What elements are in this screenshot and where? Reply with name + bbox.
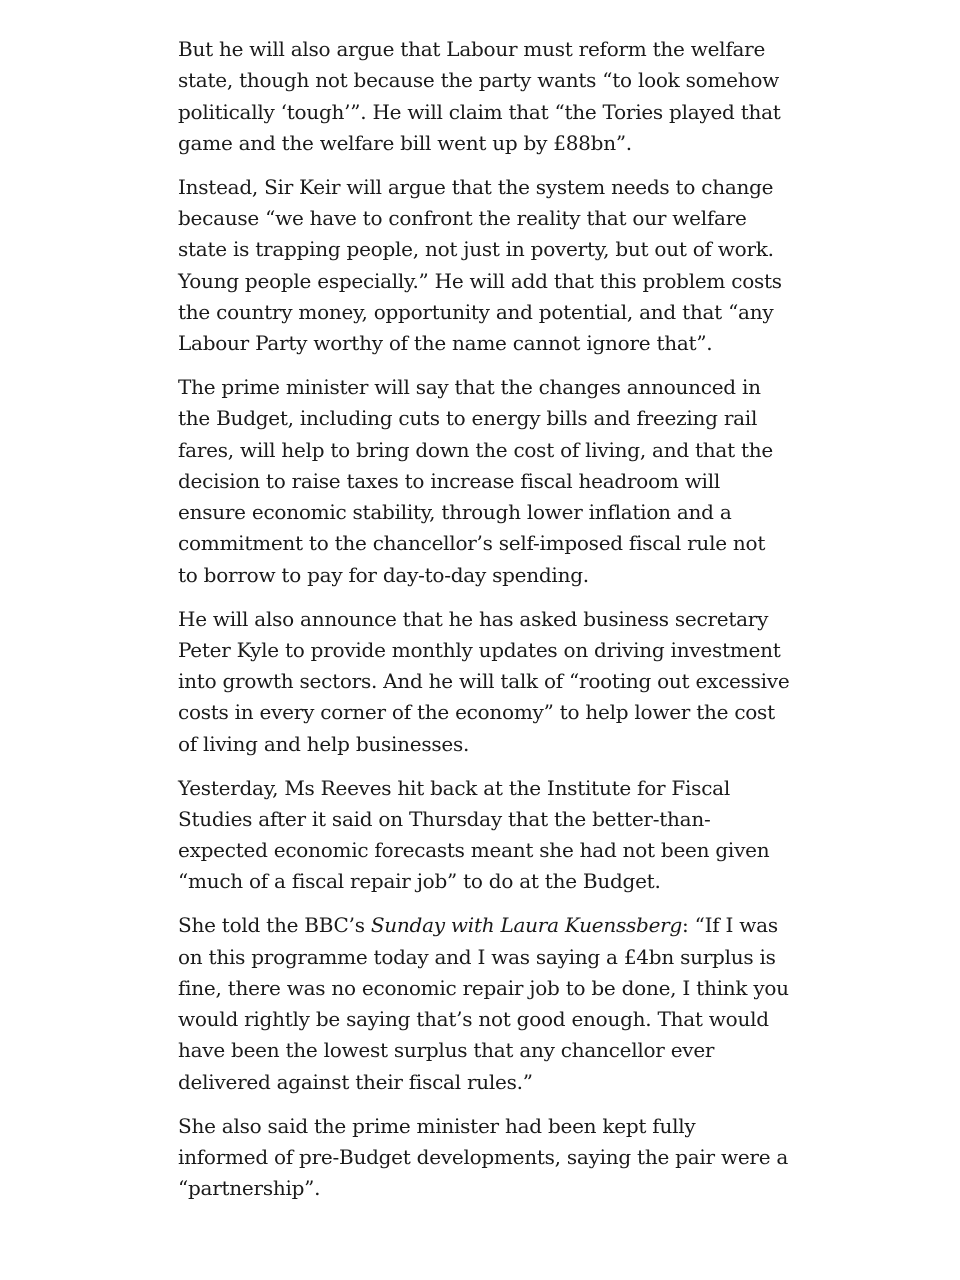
article-paragraph: He will also announce that he has asked business secretary Peter Kyle to provide monthly updates on driving investment into growth sectors. And he will talk of “rooting out excessive costs in every corner of the economy” to help lower the cost of living and help businesses.: [178, 606, 790, 756]
article-paragraph: Instead, Sir Keir will argue that the system needs to change because “we have to confront the reality that our welfare state is trapping people, not just in poverty, but out of work. Young people especially.” He will add that this problem costs the country money, opportunity and potential, and that “any Labour Party worthy of the name cannot ignore that”.: [178, 174, 782, 356]
article-body: [178, 34, 790, 1217]
article-paragraph: The prime minister will say that the changes announced in the Budget, including cuts to energy bills and freezing rail fares, will help to bring down the cost of living, and that the decision to raise taxes to increase fiscal headroom will ensure economic stability, through lower inflation and a commitment to the chancellor’s self-imposed fiscal rule not to borrow to pay for day-to-day spending.: [178, 374, 773, 587]
quote-intro: She told the BBC’s: [178, 913, 371, 938]
article-paragraph: Yesterday, Ms Reeves hit back at the Institute for Fiscal Studies after it said on Thursday that the better-than-expected economic forecasts meant she had not been given “much of a fiscal repair job” to do at the Budget.: [178, 775, 770, 894]
quote-paragraph: [178, 910, 790, 1098]
closing-paragraph: She also said the prime minister had been kept fully informed of pre-Budget developments, saying the pair were a “partnership”.: [178, 1113, 789, 1201]
article-paragraph: But he will also argue that Labour must reform the welfare state, though not because the party wants “to look somehow politically ‘tough’”. He will claim that “the Tories played that game and the welfare bill went up by £88bn”.: [178, 37, 781, 155]
quote-text: : “If I was on this programme today and I was saying a £4bn surplus is fine, there was no economic repair job to be done, I think you would rightly be saying that’s not good enough. That would have been the lowest surplus that any chancellor ever delivered against their fiscal rules.”: [178, 913, 789, 1094]
programme-title: Sunday with Laura Kuenssberg: [370, 913, 683, 938]
